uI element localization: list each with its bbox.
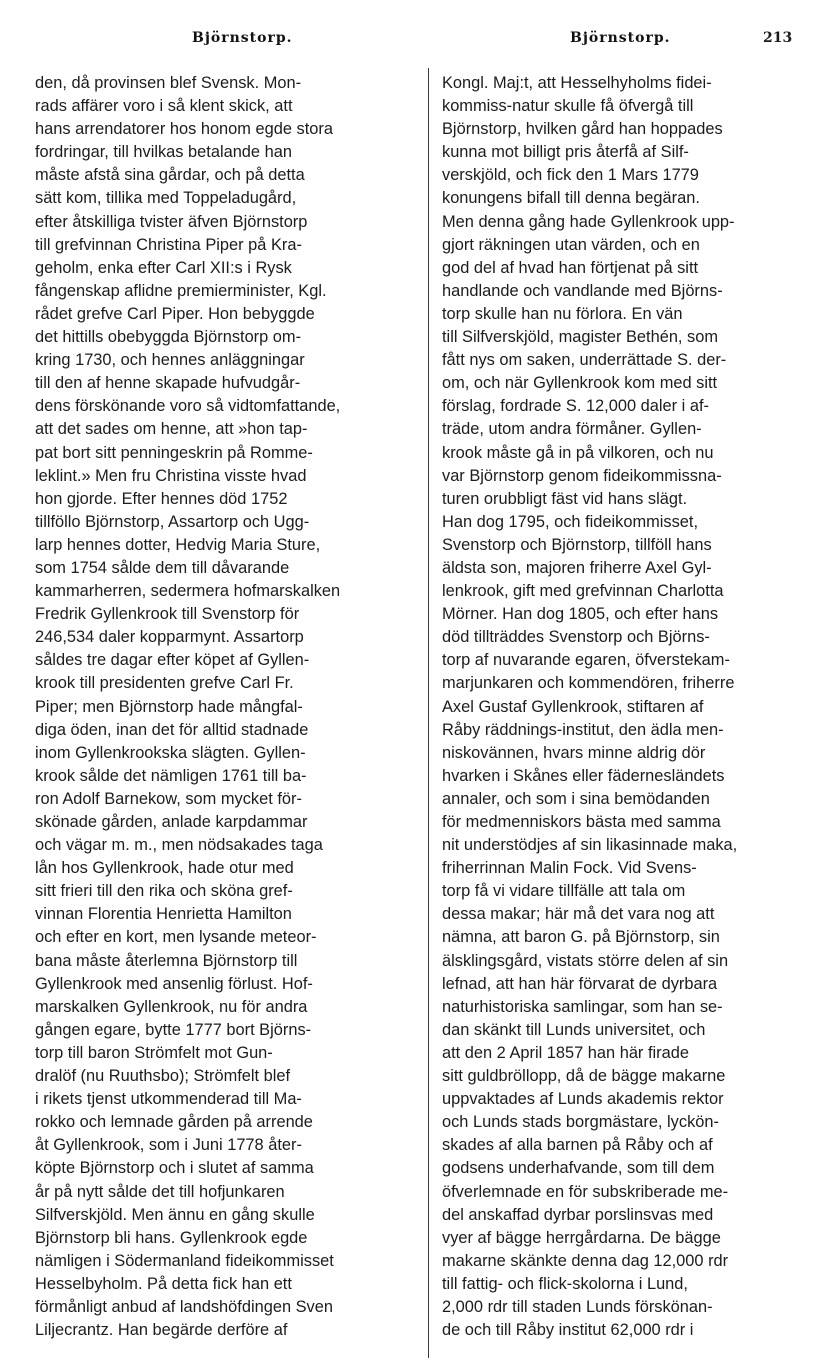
text-line: Gyllenkrook med ansenlig förlust. Hof- (35, 974, 313, 993)
text-line: gången egare, bytte 1777 bort Björns- (35, 1020, 312, 1039)
text-line: marskalken Gyllenkrook, nu för andra (35, 997, 308, 1016)
text-line: kammarherren, sedermera hofmarskalken (35, 582, 341, 601)
text-line: sitt guldbröllopp, då de bägge makarne (442, 1067, 726, 1086)
text-line: Mörner. Han dog 1805, och efter hans (442, 605, 719, 624)
text-line: bana måste återlemna Björnstorp till (35, 951, 298, 970)
text-line: godsens underhafvande, som till dem (442, 1159, 715, 1178)
text-line: rådet grefve Carl Piper. Hon bebyggde (35, 304, 315, 323)
text-line: efter åtskilliga tvister äfven Björnstorp (35, 212, 308, 231)
text-line: Axel Gustaf Gyllenkrook, stiftaren af (442, 697, 704, 716)
text-line: nämna, att baron G. på Björnstorp, sin (442, 928, 720, 947)
text-line: och vägar m. m., men nödsakades taga (35, 836, 323, 855)
text-line: Svenstorp och Björnstorp, tillföll hans (442, 535, 712, 554)
text-line: fångenskap aflidne premierminister, Kgl. (35, 281, 327, 300)
text-line: äldsta son, majoren friherre Axel Gyl- (442, 558, 712, 577)
text-line: att det sades om henne, att »hon tap- (35, 420, 308, 439)
text-line: Björnstorp, hvilken gård han hoppades (442, 120, 723, 139)
text-line: lefnad, att han här förvarat de dyrbara (442, 974, 718, 993)
text-line: fordringar, till hvilkas betalande han (35, 143, 292, 162)
text-line: som 1754 sålde dem till dåvarande (35, 558, 290, 577)
text-line: om, och när Gyllenkrook kom med sitt (442, 374, 718, 393)
text-line: torp till baron Strömfelt mot Gun- (35, 1043, 273, 1062)
text-line: krook till presidenten grefve Carl Fr. (35, 674, 294, 693)
text-line: öfverlemnade en för subskriberade me- (442, 1182, 729, 1201)
text-line: ron Adolf Barnekow, som mycket för- (35, 789, 302, 808)
text-line: Fredrik Gyllenkrook till Svenstorp för (35, 605, 300, 624)
text-line: älsklingsgård, vistats större delen af sin (442, 951, 729, 970)
text-line: fått nys om saken, underrättade S. der- (442, 351, 727, 370)
text-line: Han dog 1795, och fideikommisset, (442, 512, 699, 531)
text-line: torp få vi vidare tillfälle att tala om (442, 882, 686, 901)
text-line: Råby räddnings-institut, den ädla men- (442, 720, 724, 739)
text-line: handlande och vandlande med Björns- (442, 281, 723, 300)
text-line: del anskaffad dyrbar porslinsvas med (442, 1205, 714, 1224)
text-line: vyer af bägge herrgårdarna. De bägge (442, 1228, 721, 1247)
text-line: nämligen i Södermanland fideikommisset (35, 1251, 334, 1270)
text-line: död tillträddes Svenstorp och Björns- (442, 628, 710, 647)
text-line: skönade gården, anlade karpdammar (35, 813, 308, 831)
text-line: tillföllo Björnstorp, Assartorp och Ugg- (35, 512, 310, 531)
text-line: kommiss-natur skulle få öfvergå till (442, 97, 694, 116)
text-line: gjort räkningen utan värden, och en (442, 235, 700, 254)
text-line: krook sålde det nämligen 1761 till ba- (35, 766, 307, 785)
text-line: leklint.» Men fru Christina visste hvad (35, 466, 307, 485)
text-line: 2,000 rdr till staden Lunds förskönan- (442, 1297, 713, 1316)
text-line: kunna mot billigt pris återfå af Silf- (442, 143, 689, 162)
text-line: dan skänkt till Lunds universitet, och (442, 1020, 706, 1039)
text-line: och efter en kort, men lysande meteor- (35, 928, 317, 947)
text-line: turen orubbligt fäst vid hans slägt. (442, 489, 688, 508)
text-line: träde, utom andra förmåner. Gyllen- (442, 420, 702, 439)
text-line: dralöf (nu Ruuthsbo); Strömfelt blef (35, 1067, 291, 1086)
text-line: till den af henne skapade hufvudgår- (35, 374, 301, 393)
text-line: förslag, fordrade S. 12,000 daler i af- (442, 397, 709, 416)
text-line: dessa makar; här må det vara nog att (442, 905, 715, 924)
text-line: lenkrook, gift med grefvinnan Charlotta (442, 582, 724, 601)
text-line: rokko och lemnade gården på arrende (35, 1113, 313, 1132)
text-line: 246,534 daler kopparmynt. Assartorp (35, 628, 304, 647)
text-line: att den 2 April 1857 han här firade (442, 1043, 689, 1062)
page-number: 213 (763, 30, 793, 46)
right-text-column (442, 72, 817, 1342)
running-header-right: Björnstorp. (570, 30, 671, 46)
text-line: Björnstorp bli hans. Gyllenkrook egde (35, 1228, 308, 1247)
text-line: till Silfverskjöld, magister Bethén, som (442, 328, 719, 347)
text-line: verskjöld, och fick den 1 Mars 1779 (442, 166, 699, 185)
text-line: år på nytt sålde det till hofjunkaren (35, 1182, 285, 1201)
left-text-column (35, 72, 410, 1342)
text-line: vinnan Florentia Henrietta Hamilton (35, 905, 292, 924)
text-line: krook måste gå in på vilkoren, och nu (442, 443, 714, 462)
text-line: friherrinnan Malin Fock. Vid Svens- (442, 859, 697, 878)
text-line: uppvaktades af Lunds akademis rektor (442, 1090, 724, 1109)
text-line: åt Gyllenkrook, som i Juni 1778 åter- (35, 1136, 302, 1155)
text-line: hans arrendatorer hos honom egde stora (35, 120, 333, 139)
text-line: måste afstå sina gårdar, och på detta (35, 166, 305, 185)
text-line: dens förskönande voro så vidtomfattande, (35, 397, 341, 416)
text-line: kring 1730, och hennes anläggningar (35, 351, 305, 370)
text-line: torp skulle han nu förlora. En vän (442, 304, 683, 323)
text-line: makarne skänkte denna dag 12,000 rdr (442, 1251, 729, 1270)
text-line: var Björnstorp genom fideikommissna- (442, 466, 722, 485)
text-line: sätt kom, tillika med Toppeladugård, (35, 189, 297, 208)
text-line: Hesselbyholm. På detta fick han ett (35, 1274, 292, 1293)
text-line: hvarken i Skånes eller fädernesländets (442, 766, 725, 785)
text-line: geholm, enka efter Carl XII:s i Rysk (35, 258, 292, 277)
text-line: för medmenniskors bästa med samma (442, 813, 721, 831)
text-line: den, då provinsen blef Svensk. Mon- (35, 74, 302, 92)
text-line: såldes tre dagar efter köpet af Gyllen- (35, 651, 310, 670)
text-line: sitt frieri till den rika och sköna gref- (35, 882, 293, 901)
text-line: till fattig- och flick-skolorna i Lund, (442, 1274, 688, 1293)
text-line: inom Gyllenkrookska slägten. Gyllen- (35, 743, 306, 762)
text-line: till grefvinnan Christina Piper på Kra- (35, 235, 302, 254)
text-line: de och till Råby institut 62,000 rdr i (442, 1321, 694, 1340)
text-line: nit understödjes af sin likasinnade maka, (442, 836, 738, 855)
text-line: och Lunds stads borgmästare, lyckön- (442, 1113, 719, 1132)
text-line: Silfverskjöld. Men ännu en gång skulle (35, 1205, 315, 1224)
column-divider (428, 68, 429, 1358)
text-line: i rikets tjenst utkommenderad till Ma- (35, 1090, 302, 1109)
text-line: marjunkaren och kommendören, friherre (442, 674, 735, 693)
text-line: pat bort sitt penningeskrin på Romme- (35, 443, 313, 462)
text-line: Liljecrantz. Han begärde derföre af (35, 1321, 288, 1340)
text-line: Kongl. Maj:t, att Hesselhyholms fidei- (442, 74, 712, 92)
text-line: naturhistoriska samlingar, som han se- (442, 997, 723, 1016)
text-line: förmånligt anbud af landshöfdingen Sven (35, 1297, 333, 1316)
running-header-left: Björnstorp. (192, 30, 293, 46)
text-line: larp hennes dotter, Hedvig Maria Sture, (35, 535, 321, 554)
text-line: diga öden, inan det för alltid stadnade (35, 720, 309, 739)
text-line: annaler, och som i sina bemödanden (442, 789, 710, 808)
text-line: rads affärer voro i så klent skick, att (35, 97, 293, 116)
text-line: det hittills obebyggda Björnstorp om- (35, 328, 302, 347)
text-line: Piper; men Björnstorp hade mångfal- (35, 697, 303, 716)
text-line: lån hos Gyllenkrook, hade otur med (35, 859, 294, 878)
text-line: konungens bifall till denna begäran. (442, 189, 700, 208)
text-line: hon gjorde. Efter hennes död 1752 (35, 489, 288, 508)
text-line: niskovännen, hvars minne aldrig dör (442, 743, 706, 762)
text-line: god del af hvad han förtjenat på sitt (442, 258, 699, 277)
text-line: skades af alla barnen på Råby och af (442, 1136, 713, 1155)
text-line: Men denna gång hade Gyllenkrook upp- (442, 212, 735, 231)
text-line: köpte Björnstorp och i slutet af samma (35, 1159, 314, 1178)
text-line: torp af nuvarande egaren, öfverstekam- (442, 651, 730, 670)
